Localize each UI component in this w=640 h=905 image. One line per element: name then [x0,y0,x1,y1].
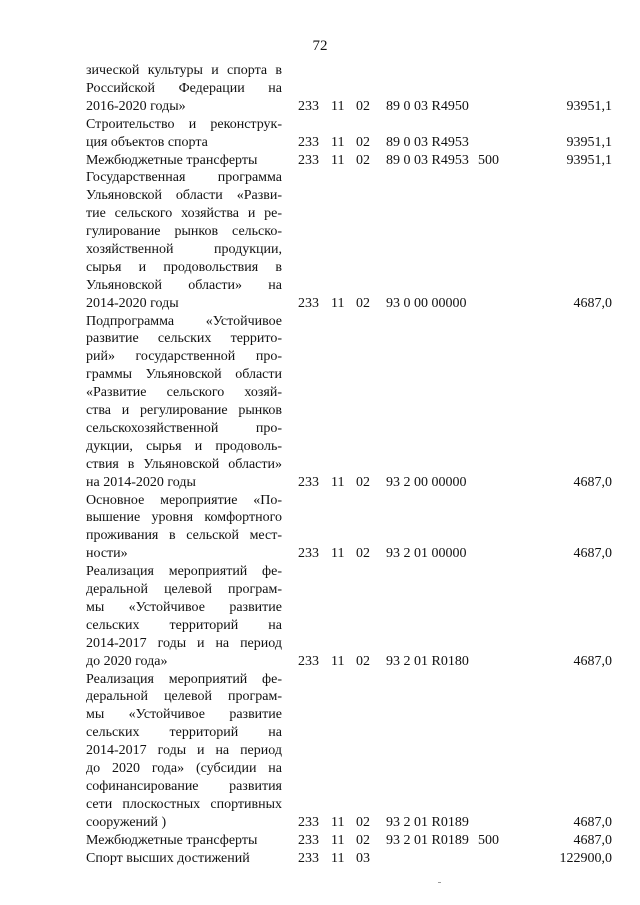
amount: 93951,1 [566,98,612,114]
code-pr: 02 [356,474,370,490]
row-name-line: развитие сельских террито- [86,331,282,347]
amount: 4687,0 [573,814,612,830]
row-name-line: Российской Федерации на [86,80,282,96]
row-name-line: Подпрограмма «Устойчивое [86,313,282,329]
row-name-line: Ульяновской области» на [86,277,282,293]
code-rz: 11 [331,295,345,311]
code-gr: 233 [298,832,319,848]
row-name-line: рий» государственной про- [86,349,282,365]
amount: 4687,0 [573,474,612,490]
row-name-line: до 2020 года» (субсидии на [86,761,282,777]
amount: 4687,0 [573,546,612,562]
amount: 4687,0 [573,295,612,311]
row-name [86,671,282,832]
code-cs: 93 2 01 00000 [386,546,467,562]
row-name-line: Ульяновской области «Разви- [86,188,282,204]
row-name-line: 2014-2017 годы и на период [86,635,282,651]
code-rz: 11 [331,546,345,562]
code-cs: 93 2 00 00000 [386,474,467,490]
row-name-line: 2016-2020 годы» [86,98,186,114]
row-name-line: сельскохозяйственной про- [86,420,282,436]
code-cs: 89 0 03 R4953 [386,152,469,168]
code-vr: 500 [478,832,499,848]
code-pr: 02 [356,152,370,168]
code-gr: 233 [298,653,319,669]
code-pr: 02 [356,653,370,669]
code-gr: 233 [298,850,319,866]
code-pr: 02 [356,814,370,830]
row-name-line: Реализация мероприятий фе- [86,564,282,580]
row-name-line: граммы Ульяновской области [86,367,282,383]
code-pr: 02 [356,832,370,848]
code-pr: 02 [356,295,370,311]
code-rz: 11 [331,474,345,490]
row-name-line: вышение уровня комфортного [86,510,282,526]
row-name-line: зической культуры и спорта в [86,63,282,78]
code-cs: 93 2 01 R0189 [386,814,469,830]
code-gr: 233 [298,98,319,114]
row-name-line: сырья и продовольствия в [86,259,282,275]
row-name-line: сельских территорий на [86,725,282,741]
amount: 122900,0 [559,850,612,866]
scan-speck [438,882,441,883]
amount: 93951,1 [566,152,612,168]
row-name-line: на 2014-2020 годы [86,474,196,490]
row-name-line: тие сельского хозяйства и ре- [86,206,282,222]
code-rz: 11 [331,850,345,866]
code-cs: 93 0 00 00000 [386,295,467,311]
row-name-line: Спорт высших достижений [86,850,250,866]
row-name-line: Строительство и реконструк- [86,116,282,132]
row-name [86,313,282,492]
code-gr: 233 [298,134,319,150]
row-name-line: 2014-2017 годы и на период [86,743,282,759]
amount: 93951,1 [566,134,612,150]
code-gr: 233 [298,546,319,562]
amount: 4687,0 [573,653,612,669]
row-name-line: сети плоскостных спортивных [86,796,282,812]
row-name-line: Государственная программа [86,170,282,186]
code-cs: 89 0 03 R4950 [386,98,469,114]
row-name-line: Межбюджетные трансферты [86,832,258,848]
code-pr: 02 [356,98,370,114]
code-rz: 11 [331,832,345,848]
row-name-line: «Развитие сельского хозяй- [86,385,282,401]
row-name-line: дукции, сырья и продоволь- [86,438,282,454]
code-rz: 11 [331,653,345,669]
code-gr: 233 [298,295,319,311]
row-name-line: ция объектов спорта [86,134,208,150]
code-rz: 11 [331,98,345,114]
row-name-line: мы «Устойчивое развитие [86,707,282,723]
row-name-line: сельских территорий на [86,617,282,633]
row-name-line: сооружений ) [86,814,167,830]
row-name-line: мы «Устойчивое развитие [86,599,282,615]
amount: 4687,0 [573,832,612,848]
code-cs: 89 0 03 R4953 [386,134,469,150]
row-name-line: 2014-2020 годы [86,295,179,311]
code-rz: 11 [331,134,345,150]
row-name-line: деральной целевой програм- [86,689,282,705]
page-number: 72 [312,38,328,54]
code-rz: 11 [331,814,345,830]
row-name-line: ствия в Ульяновской области» [86,456,282,472]
row-name-line: Межбюджетные трансферты [86,152,258,168]
row-name-line: гулирование рынков сельско- [86,224,282,240]
code-pr: 03 [356,850,370,866]
row-name-line: хозяйственной продукции, [86,241,282,257]
code-cs: 93 2 01 R0189 [386,832,469,848]
code-vr: 500 [478,152,499,168]
row-name-line: софинансирование развития [86,778,282,794]
row-name-line: ства и регулирование рынков [86,403,282,419]
code-pr: 02 [356,134,370,150]
code-cs: 93 2 01 R0180 [386,653,469,669]
code-rz: 11 [331,152,345,168]
row-name-line: Реализация мероприятий фе- [86,671,282,687]
row-name-line: деральной целевой програм- [86,582,282,598]
code-gr: 233 [298,814,319,830]
code-gr: 233 [298,474,319,490]
code-pr: 02 [356,546,370,562]
code-gr: 233 [298,152,319,168]
row-name-line: до 2020 года» [86,653,168,669]
row-name-line: проживания в сельской мест- [86,528,282,544]
row-name-line: ности» [86,546,128,562]
row-name [86,169,282,312]
row-name-line: Основное мероприятие «По- [86,492,282,508]
